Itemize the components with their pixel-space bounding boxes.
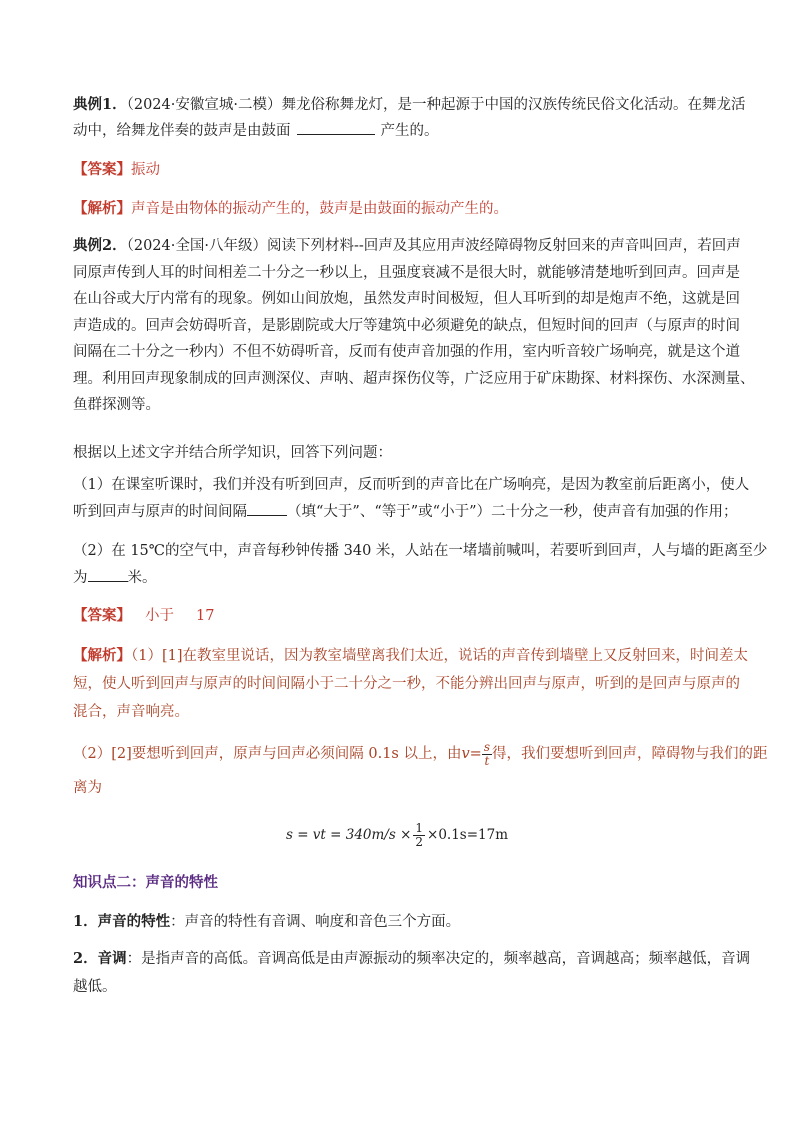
answer-blank: [247, 500, 287, 516]
equation-fraction: [413, 822, 425, 849]
question-prompt: 根据以上述文字并结合所学知识，回答下列问题：: [73, 445, 392, 461]
knowledge-2-text: ：是指声音的高低。音调高低是由声源振动的频率决定的，频率越高，音调越高；频率越低，音调: [126, 951, 751, 967]
knowledge-1-text: ：声音的特性有音调、响度和音色三个方面。: [170, 914, 461, 930]
analysis-2-line-2: 离为: [73, 780, 102, 796]
question-2-line-2: [73, 565, 725, 592]
example-1-text-2b: 产生的。: [380, 123, 439, 139]
passage-line: 声造成的。回声会妨碍听音，是影剧院或大厅等建筑中必须避免的缺点，但短时间的回声（与原声的时间: [73, 317, 740, 334]
fraction-numerator: s: [483, 739, 490, 754]
knowledge-2: [73, 945, 751, 1001]
question-1-text-b: （填“大于”、“等于”或“小于”）二十分之一秒，使声音有加强的作用；: [287, 504, 738, 520]
analysis-tag: 【解析】: [73, 200, 131, 217]
example-1-label: 典例1．: [73, 96, 127, 113]
fraction-denominator: 2: [415, 835, 424, 849]
answer-text: 振动: [131, 162, 160, 178]
equation-left: s = vt = 340m/s ×: [285, 827, 412, 843]
equation: [0, 822, 794, 849]
example-2-answer: [73, 603, 725, 629]
passage-line: 鱼群探测等。: [73, 397, 160, 413]
question-1-line-2: [73, 499, 738, 526]
analysis-2-text-a: （2）[2]要想听到回声，原声与回声必须间隔 0.1s 以上，由: [73, 746, 462, 762]
question-1-line-1: （1）在课室听课时，我们并没有听到回声，反而听到的声音比在广场响亮，是因为教室前后距离小，使人: [73, 477, 750, 493]
question-2-line-1: （2）在 15℃的空气中，声音每秒钟传播 340 米，人站在一堵墙前喊叫，若要听到回声，人与墙的距离至少: [73, 543, 768, 559]
question-2-text-b: 米。: [127, 570, 157, 586]
example-1-analysis: [73, 196, 725, 222]
example-1-question: [73, 92, 746, 144]
knowledge-2-line-1: [73, 945, 751, 973]
example-2-line: [73, 233, 741, 260]
formula-fraction: [482, 741, 492, 768]
question-1-text-a: 听到回声与原声的时间间隔: [73, 504, 247, 520]
passage-line: 理。利用回声现象制成的回声测深仪、声呐、超声探伤仪等，广泛应用于矿床勘探、材料探伤、水深测量、: [73, 370, 755, 387]
answer-tag: 【答案】: [73, 161, 131, 178]
analysis-1-line-3: 混合，声音响亮。: [73, 704, 189, 720]
question-2: [73, 538, 768, 592]
analysis-2-line-1: [73, 739, 768, 768]
fraction-denominator: t: [484, 753, 490, 768]
question-1: [73, 472, 750, 526]
analysis-text: （1）[1]在教室里说话，因为教室墙壁离我们太近，说话的声音传到墙壁上又反射回来，时间差太: [131, 648, 749, 664]
analysis-2-text-b: 得，我们要想听到回声，障碍物与我们的距: [492, 746, 768, 762]
example-1-text-2a: 动中，给舞龙伴奏的鼓声是由鼓面: [73, 123, 291, 139]
example-2-label: 典例2．: [73, 237, 127, 254]
answer-blank: [297, 119, 375, 135]
analysis-1-line-1: [73, 642, 749, 670]
equation-right: ×0.1s=17m: [427, 827, 509, 843]
section-heading: 知识点二：声音的特性: [73, 874, 218, 891]
question-2-text-a: 为: [73, 570, 88, 586]
example-2-passage: [73, 233, 755, 419]
fraction-numerator: 1: [415, 821, 424, 835]
answer-blank: [88, 566, 128, 582]
analysis-tag: 【解析】: [73, 647, 131, 664]
knowledge-1: [73, 909, 725, 935]
knowledge-2-label: 2．音调: [73, 950, 127, 967]
example-1-text: （2024·安徽宣城·二模）舞龙俗称舞龙灯，是一种起源于中国的汉族传统民俗文化活动。在舞龙活: [126, 97, 746, 113]
knowledge-1-label: 1．声音的特性: [73, 913, 171, 930]
answer-tag: 【答案】: [73, 607, 131, 624]
example-2-analysis-1: [73, 642, 749, 726]
passage-line: 同原声传到人耳的时间相差二十分之一秒以上，且强度衰减不是很大时，就能够清楚地听到回声。回声是: [73, 264, 740, 281]
example-2-analysis-2: [73, 739, 768, 802]
example-1-answer: [73, 157, 725, 183]
analysis-text: 声音是由物体的振动产生的，鼓声是由鼓面的振动产生的。: [131, 201, 508, 217]
answer-1-text: 小于: [145, 608, 174, 624]
answer-2-text: 17: [196, 608, 215, 624]
example-1-line-1: [73, 92, 746, 118]
passage-line: 在山谷或大厅内常有的现象。例如山间放炮，虽然发声时间极短，但人耳听到的却是炮声不绝，这就是回: [73, 291, 740, 307]
example-1-line-2: [73, 118, 725, 144]
formula-v: v=: [461, 746, 482, 762]
passage-text: （2024·全国·八年级）阅读下列材料--回声及其应用声波经障碍物反射回来的声音叫回声，若回声: [126, 238, 741, 254]
knowledge-2-line-2: 越低。: [73, 979, 117, 995]
passage-line: 间隔在二十分之一秒内）不但不妨碍听音，反而有使声音加强的作用，室内听音较广场响亮，就是这个道: [73, 344, 740, 360]
analysis-1-line-2: 短，使人听到回声与原声的时间间隔小于二十分之一秒，不能分辨出回声与原声，听到的是回声与原声的: [73, 676, 740, 692]
